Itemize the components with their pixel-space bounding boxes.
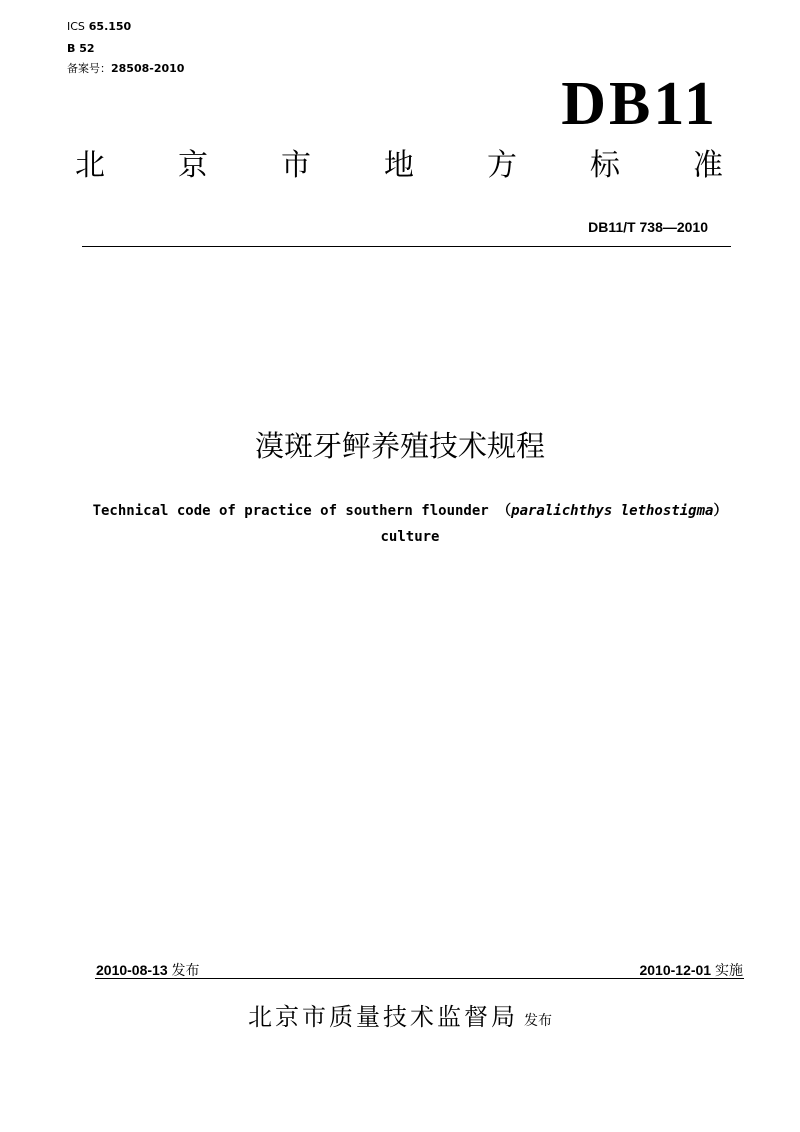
standard-type-char: 京 xyxy=(178,148,208,183)
effective-date xyxy=(639,960,743,980)
standard-number: DB11/T 738—2010 xyxy=(588,219,708,235)
filing-value: 28508-2010 xyxy=(111,62,185,75)
effective-date-label: 实施 xyxy=(715,962,743,978)
standard-type-char: 北 xyxy=(75,148,105,183)
issue-date xyxy=(96,960,200,980)
footer-divider xyxy=(95,978,744,979)
ccs-code: B 52 xyxy=(67,42,95,55)
issue-date-value: 2010-08-13 xyxy=(96,962,168,978)
standard-type xyxy=(75,146,723,186)
document-title-english xyxy=(90,498,730,550)
ics-label: ICS xyxy=(67,20,85,33)
header-divider xyxy=(82,246,731,247)
issue-date-label: 发布 xyxy=(171,962,200,978)
document-title: 漠斑牙鲆养殖技术规程 xyxy=(254,429,545,463)
ics-value: 65.150 xyxy=(88,20,132,33)
standard-type-char: 方 xyxy=(487,148,517,183)
filing-number xyxy=(67,62,184,76)
standard-type-char: 标 xyxy=(590,148,620,183)
standard-type-char: 地 xyxy=(384,148,414,183)
standard-type-char: 市 xyxy=(281,148,311,183)
title-en-part2: ） culture xyxy=(380,503,728,545)
title-en-species: paralichthys lethostigma xyxy=(511,503,714,519)
ics-code xyxy=(67,20,131,34)
title-en-part1: Technical code of practice of southern flounder （ xyxy=(92,503,512,519)
issuer-suffix: 发布 xyxy=(524,1013,552,1029)
filing-label: 备案号： xyxy=(67,62,111,75)
standard-type-char: 准 xyxy=(693,148,723,183)
effective-date-value: 2010-12-01 xyxy=(639,962,712,978)
issuing-authority xyxy=(0,1000,800,1038)
standard-mark: DB11 xyxy=(561,70,718,138)
issuer-name: 北京市质量技术监督局 xyxy=(248,1003,518,1031)
